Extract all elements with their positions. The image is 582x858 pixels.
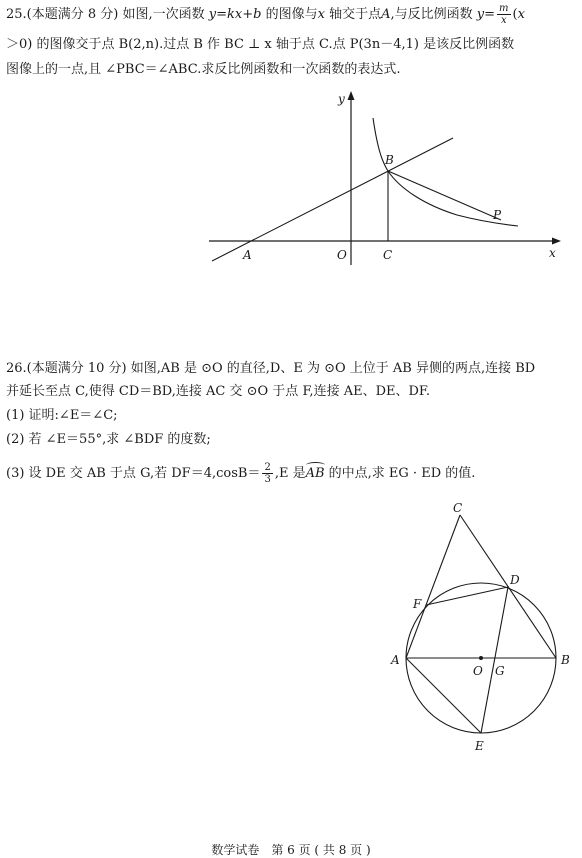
label-c: C xyxy=(453,501,463,515)
x-axis-arrow xyxy=(552,238,561,245)
segment-cb xyxy=(460,515,556,658)
label-b: B xyxy=(561,653,570,667)
q26-part-3: (3) 设 DE 交 AB 于点 G,若 DF＝4,cosB＝ $\frac{2}{3}$ ,E 是AB 的中点,求 EG · ED 的值. xyxy=(6,462,476,485)
label-a: A xyxy=(391,653,400,667)
label-o: O xyxy=(337,248,347,262)
q25-figure xyxy=(195,85,575,280)
label-d: D xyxy=(510,573,520,587)
q25-line-2: ＞0) 的图像交于点 B(2,n).过点 B 作 BC ⊥ x 轴于点 C.点 P(3n－4,1) 是该反比例函数 xyxy=(6,37,515,52)
page-footer: 数学试卷 第 6 页 ( 共 8 页 ) xyxy=(211,843,371,857)
q26-line-1: 26.(本题满分 10 分) 如图,AB 是 ⊙O 的直径,D、E 为 ⊙O 上位于 AB 异侧的两点,连接 BD xyxy=(6,361,536,376)
q25-line-1: 25.(本题满分 8 分) 如图,一次函数 y=kx+b 的图像与x 轴交于点A,与反比例函数 y= $\frac{m}{x}$ (x xyxy=(6,3,525,26)
label-f: F xyxy=(413,597,422,611)
q25-line-3: 图像上的一点,且 ∠PBC＝∠ABC.求反比例函数和一次函数的表达式. xyxy=(6,62,401,77)
fraction-2-over-3: $\frac{2}{3}$ xyxy=(264,462,271,485)
segment-de xyxy=(481,587,508,733)
label-b: B xyxy=(385,153,394,167)
arc-ab: AB xyxy=(305,466,325,481)
label-o: O xyxy=(473,664,483,678)
center-point-o xyxy=(479,656,483,660)
segment-ae xyxy=(406,658,481,733)
label-e: E xyxy=(475,739,484,753)
label-c: C xyxy=(383,248,393,262)
fraction-m-over-x: $\frac{m}{x}$ xyxy=(499,3,509,26)
q26-line-2: 并延长至点 C,使得 CD＝BD,连接 AC 交 ⊙O 于点 F,连接 AE、DE、DF. xyxy=(6,384,431,399)
label-x: x xyxy=(549,246,556,260)
y-axis-arrow xyxy=(348,91,355,100)
label-g: G xyxy=(495,664,505,678)
segment-ac xyxy=(406,515,460,658)
label-a: A xyxy=(243,248,252,262)
linear-graph xyxy=(212,138,453,261)
q26-figure xyxy=(385,492,582,762)
q26-part-1: (1) 证明:∠E＝∠C; xyxy=(6,408,118,423)
q26-part-2: (2) 若 ∠E＝55°,求 ∠BDF 的度数; xyxy=(6,432,211,447)
label-y: y xyxy=(338,92,345,106)
label-p: P xyxy=(493,208,502,222)
segment-bp xyxy=(388,171,501,220)
